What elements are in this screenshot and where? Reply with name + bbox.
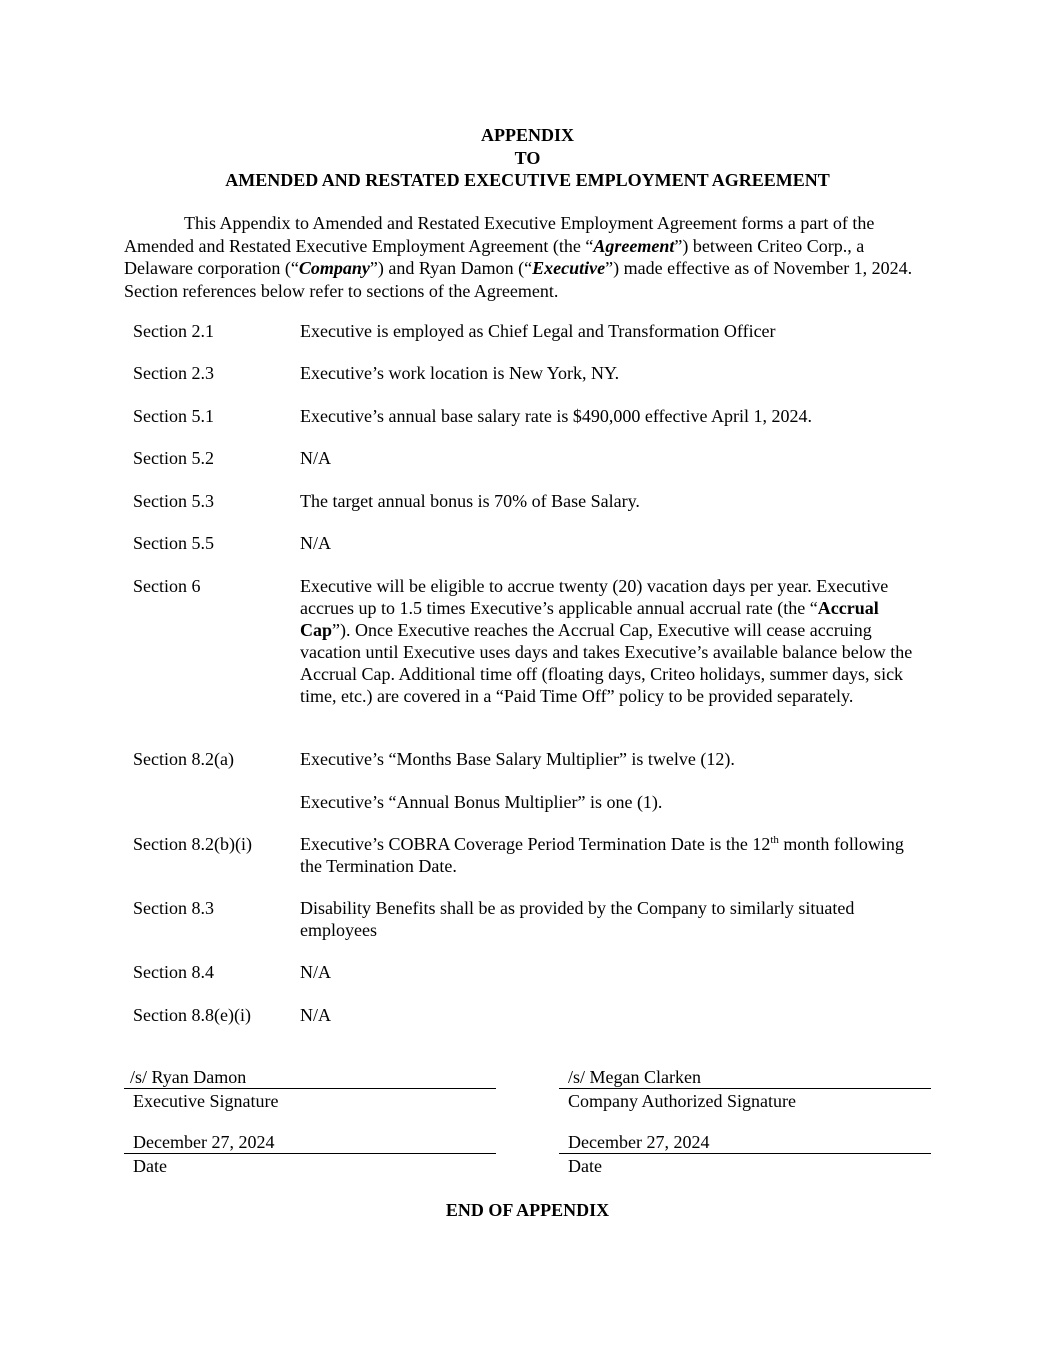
company-date: December 27, 2024 [559, 1131, 931, 1154]
company-date-caption: Date [568, 1156, 602, 1176]
company-signature-caption: Company Authorized Signature [568, 1091, 796, 1111]
company-signature: /s/ Megan Clarken [559, 1066, 931, 1089]
defined-term-accrual-cap: Accrual Cap [300, 598, 879, 640]
title-line-appendix: APPENDIX [481, 125, 574, 145]
section-label: Section 6 [133, 576, 201, 596]
section-label: Section 5.1 [133, 406, 214, 426]
executive-date: December 27, 2024 [124, 1131, 496, 1154]
section-text: Executive’s work location is New York, NY. [300, 363, 620, 383]
section-text: Executive’s “Months Base Salary Multiplier” is twelve (12). [300, 749, 735, 769]
section-text: Executive’s annual base salary rate is $490,000 effective April 1, 2024. [300, 406, 813, 426]
section-label: Section 8.4 [133, 962, 214, 982]
section-text: Executive’s COBRA Coverage Period Termination Date is the 12th month following the Termination Date. [300, 834, 904, 876]
defined-term-agreement: Agreement [593, 235, 675, 256]
section-text: N/A [300, 533, 331, 553]
title-line-to: TO [514, 147, 541, 168]
executive-signature-block [124, 1066, 496, 1177]
section-text: Executive’s “Annual Bonus Multiplier” is one (1). [300, 792, 663, 812]
section-text: N/A [300, 1005, 331, 1025]
section-label: Section 8.2(a) [133, 749, 234, 769]
ordinal-suffix: th [770, 834, 779, 846]
section-label: Section 8.8(e)(i) [133, 1005, 251, 1025]
executive-signature: /s/ Ryan Damon [124, 1066, 496, 1089]
section-label: Section 5.2 [133, 448, 214, 468]
executive-date-caption: Date [133, 1156, 167, 1176]
section-text: Disability Benefits shall be as provided by the Company to similarly situated employees [300, 898, 855, 940]
section-text: The target annual bonus is 70% of Base Salary. [300, 491, 640, 511]
executive-signature-caption: Executive Signature [133, 1091, 279, 1111]
document-title [0, 124, 1055, 192]
title-line-agreement: AMENDED AND RESTATED EXECUTIVE EMPLOYMENT AGREEMENT [225, 170, 830, 190]
section-label: Section 2.3 [133, 363, 214, 383]
defined-term-executive: Executive [532, 258, 606, 278]
section-label: Section 5.5 [133, 533, 214, 553]
section-text: N/A [300, 448, 331, 468]
section-text: Executive is employed as Chief Legal and Transformation Officer [300, 321, 776, 341]
section-text: Executive will be eligible to accrue twenty (20) vacation days per year. Executive accrues up to 1.5 times Executive’s applicable annual accrual rate (the “Accrual Cap”). Once Executive reaches the Accrual Cap, Executive will cease accruing vacation until Executive uses days and takes Executive’s available balance below the Accrual Cap. Additional time off (floating days, Criteo holidays, summer days, sick time, etc.) are covered in a “Paid Time Off” policy to be provided separately. [300, 576, 913, 706]
section-label: Section 8.2(b)(i) [133, 834, 252, 854]
end-of-appendix: END OF APPENDIX [445, 1200, 610, 1220]
defined-term-company: Company [298, 258, 370, 278]
section-label: Section 5.3 [133, 491, 214, 511]
intro-paragraph: This Appendix to Amended and Restated Executive Employment Agreement forms a part of the Amended and Restated Executive Employment Agreement (the “Agreement”) between Criteo Corp., a Delaware corporation (“Company”) and Ryan Damon (“Executive”) made effective as of November 1, 2024. Section references below refer to sections of the Agreement. [124, 213, 913, 301]
section-label: Section 2.1 [133, 321, 214, 341]
section-label: Section 8.3 [133, 898, 214, 918]
company-signature-block [559, 1066, 931, 1177]
section-text: N/A [300, 962, 331, 982]
